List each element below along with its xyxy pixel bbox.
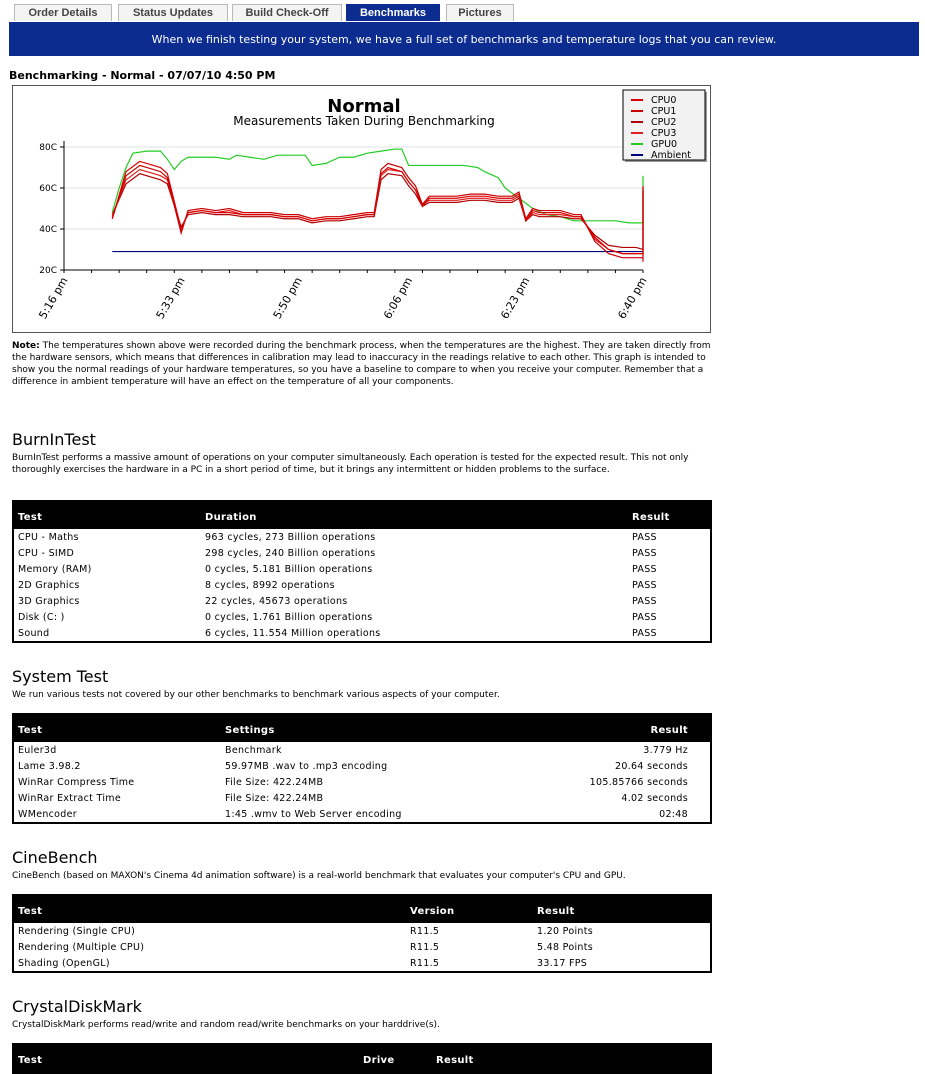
x-tick-label: 6:23 pm xyxy=(498,275,533,322)
burnin-cell: PASS xyxy=(632,563,657,575)
burnin-title: BurnInTest xyxy=(12,430,96,449)
burnin-cell: PASS xyxy=(632,531,657,543)
x-tick-label: 5:33 pm xyxy=(153,275,188,322)
legend-label: CPU2 xyxy=(651,117,677,128)
burnin-cell: 3D Graphics xyxy=(18,595,80,607)
table-row xyxy=(13,806,711,823)
table-header-row xyxy=(13,501,711,529)
system-cell: Lame 3.98.2 xyxy=(18,760,81,772)
table-row xyxy=(13,625,711,642)
cinebench-title: CineBench xyxy=(12,848,98,867)
burnin-cell: 298 cycles, 240 Billion operations xyxy=(205,547,376,559)
burnin-cell: Memory (RAM) xyxy=(18,563,92,575)
system-cell: WMencoder xyxy=(18,808,77,820)
burnin-cell: PASS xyxy=(632,627,657,639)
burnin-cell: Sound xyxy=(18,627,50,639)
burnin-cell: 6 cycles, 11.554 Million operations xyxy=(205,627,381,639)
col-header: Duration xyxy=(201,501,628,529)
burnin-cell: Disk (C: ) xyxy=(18,611,65,623)
crystal-table xyxy=(12,1043,712,1074)
col-header: Test xyxy=(13,501,201,529)
x-tick-label: 6:06 pm xyxy=(381,275,416,322)
tab-build-check-off[interactable]: Build Check-Off xyxy=(232,4,342,21)
system-cell: Euler3d xyxy=(18,744,57,756)
burnin-cell: 0 cycles, 5.181 Billion operations xyxy=(205,563,373,575)
system-title: System Test xyxy=(12,667,109,686)
tab-pictures[interactable]: Pictures xyxy=(446,4,514,21)
table-row xyxy=(13,577,711,593)
tab-status-updates[interactable]: Status Updates xyxy=(118,4,228,21)
table-row xyxy=(13,923,711,939)
system-cell: WinRar Compress Time xyxy=(18,776,135,788)
burnin-cell: 8 cycles, 8992 operations xyxy=(205,579,335,591)
system-cell: Benchmark xyxy=(225,744,282,756)
burnin-cell: 22 cycles, 45673 operations xyxy=(205,595,348,607)
system-cell: File Size: 422.24MB xyxy=(225,792,324,804)
system-desc: We run various tests not covered by our other benchmarks to benchmark various aspects of your computer. xyxy=(12,690,500,700)
crystal-desc: CrystalDiskMark performs read/write and random read/write benchmarks on your harddrive(s). xyxy=(12,1020,440,1030)
y-tick-label: 40C xyxy=(39,225,57,235)
info-banner: When we finish testing your system, we have a full set of benchmarks and temperature logs that you can review. xyxy=(9,22,919,56)
temperature-chart-svg xyxy=(13,86,711,333)
col-header: Result xyxy=(533,895,711,923)
legend-label: Ambient xyxy=(651,150,692,161)
burnin-table xyxy=(12,500,712,643)
chart-note xyxy=(12,340,712,388)
burnin-cell: 2D Graphics xyxy=(18,579,80,591)
burnin-desc: BurnInTest performs a massive amount of operations on your computer simultaneously. Each operation is tested for the expected result. This not only thoroughly exercises the hardware in a PC in a short period of time, but it brings any intermittent or hidden problems to the surface. xyxy=(12,453,689,475)
cinebench-cell: 1.20 Points xyxy=(537,925,594,937)
burnin-cell: PASS xyxy=(632,547,657,559)
cinebench-table xyxy=(12,894,712,973)
legend-label: CPU3 xyxy=(651,128,677,139)
legend-label: CPU0 xyxy=(651,95,677,106)
y-tick-label: 60C xyxy=(39,184,57,194)
cinebench-cell: R11.5 xyxy=(410,957,440,969)
table-header-row xyxy=(13,895,711,923)
cinebench-cell: 33.17 FPS xyxy=(537,957,588,969)
x-tick-label: 5:50 pm xyxy=(270,275,305,322)
system-cell: 02:48 xyxy=(659,808,688,820)
crystal-title: CrystalDiskMark xyxy=(12,997,142,1016)
benchmark-title: Benchmarking - Normal - 07/07/10 4:50 PM xyxy=(9,69,276,82)
x-tick-label: 5:16 pm xyxy=(36,275,71,322)
cinebench-desc: CineBench (based on MAXON's Cinema 4d animation software) is a real-world benchmark that evaluates your computer's CPU and GPU. xyxy=(12,871,626,881)
table-row xyxy=(13,758,711,774)
col-header: Drive xyxy=(359,1044,432,1073)
chart-subtitle: Measurements Taken During Benchmarking xyxy=(233,114,495,128)
table-row xyxy=(13,609,711,625)
table-row xyxy=(13,939,711,955)
table-row xyxy=(13,790,711,806)
x-tick-label: 6:40 pm xyxy=(615,275,650,322)
system-cell: 105.85766 seconds xyxy=(589,776,688,788)
col-header: Version xyxy=(406,895,533,923)
chart-title: Normal xyxy=(327,96,401,117)
col-header: Result xyxy=(628,501,711,529)
table-row xyxy=(13,529,711,545)
cinebench-cell: Rendering (Multiple CPU) xyxy=(18,941,145,953)
system-table xyxy=(12,713,712,824)
cinebench-cell: Shading (OpenGL) xyxy=(18,957,110,969)
table-row xyxy=(13,774,711,790)
col-header: Result xyxy=(432,1044,711,1073)
burnin-cell: CPU - Maths xyxy=(18,531,79,543)
table-row xyxy=(13,593,711,609)
y-tick-label: 20C xyxy=(39,266,57,276)
col-header: Test xyxy=(13,1044,359,1073)
table-row xyxy=(13,742,711,758)
series-line-cpu0 xyxy=(112,161,643,253)
cinebench-cell: R11.5 xyxy=(410,925,440,937)
table-row xyxy=(13,545,711,561)
system-cell: 59.97MB .wav to .mp3 encoding xyxy=(225,760,388,772)
system-cell: File Size: 422.24MB xyxy=(225,776,324,788)
col-header: Test xyxy=(13,714,221,742)
note-text: The temperatures shown above were recorded during the benchmark process, when the temperatures are the highest. They are taken directly from the hardware sensors, which means that differences in calibration may lead to inaccuracy in the readings relative to each other. This graph is intended to show you the normal readings of your hardware temperatures, so you have a baseline to compare to when you receive your computer. Remember that a difference in ambient temperature will have an effect on the temperature of all your components. xyxy=(12,341,711,387)
cinebench-cell: R11.5 xyxy=(410,941,440,953)
col-header: Test xyxy=(13,895,406,923)
burnin-cell: PASS xyxy=(632,595,657,607)
cinebench-cell: Rendering (Single CPU) xyxy=(18,925,136,937)
system-cell: 4.02 seconds xyxy=(621,792,688,804)
note-label: Note: xyxy=(12,341,40,351)
burnin-cell: CPU - SIMD xyxy=(18,547,75,559)
table-header-row xyxy=(13,714,711,742)
temperature-chart xyxy=(12,85,711,333)
col-header: Settings xyxy=(221,714,468,742)
system-cell: WinRar Extract Time xyxy=(18,792,121,804)
tab-order-details[interactable]: Order Details xyxy=(14,4,112,21)
table-row xyxy=(13,561,711,577)
col-header: Result xyxy=(468,714,711,742)
table-header-row xyxy=(13,1044,711,1073)
burnin-cell: PASS xyxy=(632,579,657,591)
burnin-cell: PASS xyxy=(632,611,657,623)
burnin-cell: 963 cycles, 273 Billion operations xyxy=(205,531,376,543)
system-cell: 1:45 .wmv to Web Server encoding xyxy=(225,808,402,820)
system-cell: 3.779 Hz xyxy=(643,744,688,756)
burnin-cell: 0 cycles, 1.761 Billion operations xyxy=(205,611,373,623)
table-row xyxy=(13,955,711,972)
legend-label: GPU0 xyxy=(651,139,678,150)
cinebench-cell: 5.48 Points xyxy=(537,941,594,953)
y-tick-label: 80C xyxy=(39,143,57,153)
tab-benchmarks[interactable]: Benchmarks xyxy=(346,4,440,21)
legend-label: CPU1 xyxy=(651,106,677,117)
system-cell: 20.64 seconds xyxy=(615,760,688,772)
